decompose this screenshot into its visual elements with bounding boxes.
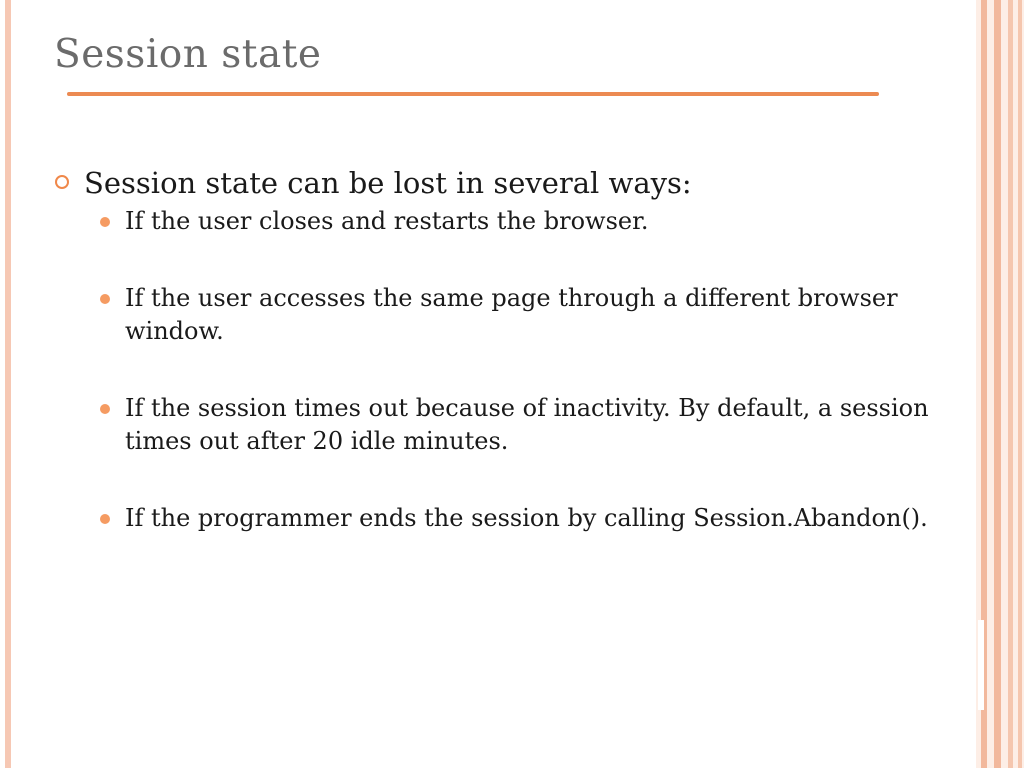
sub-bullet-list	[52, 205, 982, 535]
filled-dot-bullet-icon	[100, 294, 110, 304]
sub-bullet-text: If the session times out because of inactivity. By default, a session times out after 20 idle minutes.	[125, 394, 929, 455]
sub-bullet-item	[52, 502, 995, 535]
filled-dot-bullet-icon	[100, 217, 110, 227]
title-underline	[67, 92, 879, 96]
bullet-item	[52, 163, 982, 203]
hollow-circle-bullet-icon	[55, 175, 69, 189]
right-decorative-stripe	[1008, 0, 1013, 768]
right-stripe-gap	[978, 620, 984, 710]
filled-dot-bullet-icon	[100, 404, 110, 414]
sub-bullet-item	[52, 205, 995, 238]
sub-bullet-item	[52, 392, 995, 458]
filled-dot-bullet-icon	[100, 514, 110, 524]
sub-bullet-text: If the programmer ends the session by calling Session.Abandon().	[125, 504, 928, 532]
bullet-text: Session state can be lost in several ways:	[84, 166, 692, 200]
right-decorative-stripe	[1018, 0, 1022, 768]
sub-bullet-text: If the user accesses the same page through a different browser window.	[125, 284, 898, 345]
sub-bullet-item	[52, 282, 995, 348]
slide-content	[52, 163, 982, 535]
right-decorative-stripe	[994, 0, 1001, 768]
slide-title: Session state	[54, 32, 322, 77]
sub-bullet-text: If the user closes and restarts the browser.	[125, 207, 649, 235]
left-decorative-stripe	[5, 0, 11, 768]
